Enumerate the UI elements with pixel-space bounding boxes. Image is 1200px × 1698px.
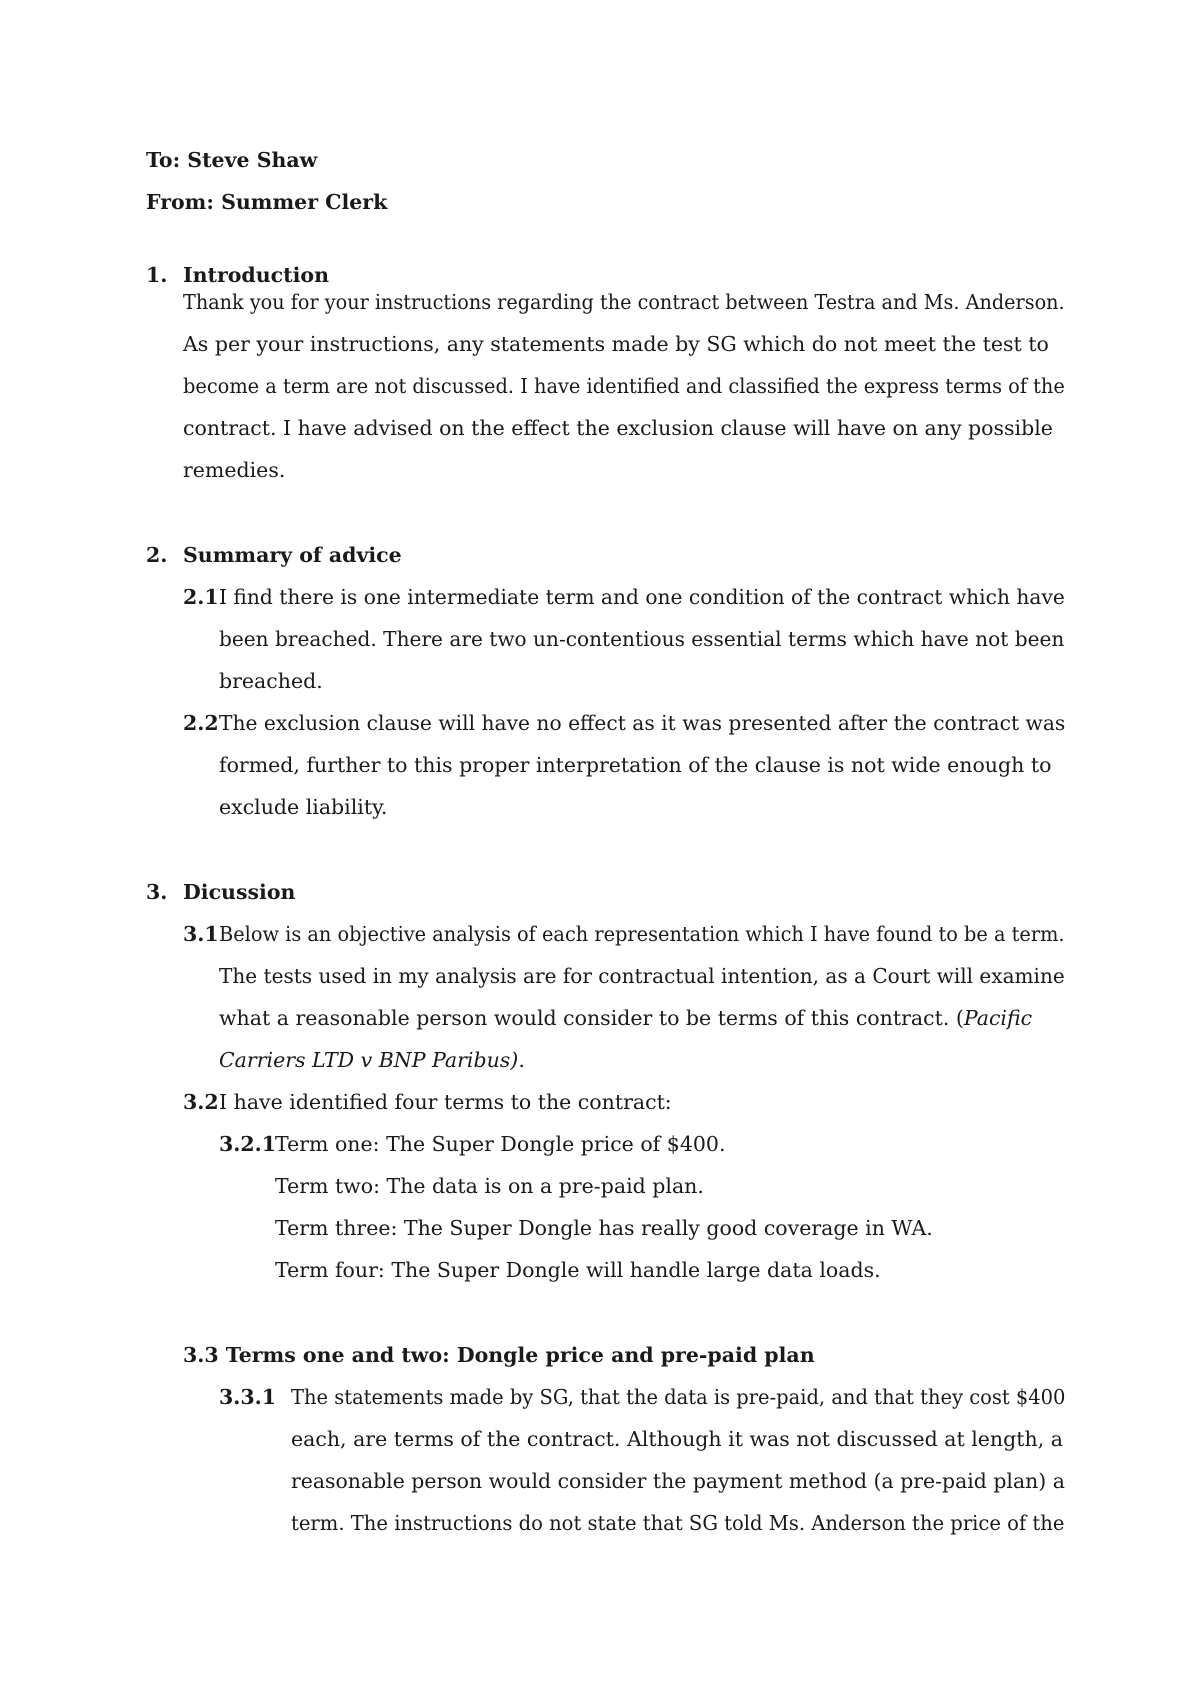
section-1-number: 1. [146, 263, 168, 287]
case-name-part-2: Carriers LTD v BNP Paribus) [219, 1048, 519, 1072]
para-3-2-number: 3.2 [183, 1090, 219, 1114]
para-3-3-1-line-1: The statements made by SG, that the data is pre-paid, and that they cost $400 [291, 1385, 1066, 1409]
para-3-1-line-3-text: what a reasonable person would consider to be terms of this contract. ( [219, 1006, 964, 1030]
para-2-1-line-3: breached. [219, 669, 323, 693]
para-3-3-1-line-3: reasonable person would consider the payment method (a pre-paid plan) a [291, 1469, 1065, 1493]
para-3-3-1-line-4: term. The instructions do not state that SG told Ms. Anderson the price of the [291, 1511, 1065, 1535]
para-3-2-text: I have identified four terms to the contract: [219, 1090, 672, 1114]
para-2-2-line-3: exclude liability. [219, 795, 388, 819]
para-2-1-number: 2.1 [183, 585, 219, 609]
para-3-1-line-4 [219, 1046, 525, 1074]
para-3-3-heading: 3.3 Terms one and two: Dongle price and pre-paid plan [183, 1343, 815, 1367]
section-3-number: 3. [146, 880, 168, 904]
para-2-1-line-1: I find there is one intermediate term and one condition of the contract which have [219, 585, 1065, 609]
term-one: Term one: The Super Dongle price of $400. [275, 1132, 726, 1156]
para-2-1-line-2: been breached. There are two un-contentious essential terms which have not been [219, 627, 1065, 651]
para-3-1-number: 3.1 [183, 922, 219, 946]
section-1-heading: Introduction [183, 263, 329, 287]
para-2-2-number: 2.2 [183, 711, 219, 735]
section-3-heading: Dicussion [183, 880, 296, 904]
intro-line-2-text: As per your instructions, any statements made by SG which do not meet the test to [183, 332, 1049, 356]
from-line: From: Summer Clerk [146, 190, 388, 214]
intro-line-4: contract. I have advised on the effect the exclusion clause will have on any possible [183, 416, 1053, 440]
para-3-2-1-number: 3.2.1 [219, 1132, 277, 1156]
para-3-1-line-2: The tests used in my analysis are for contractual intention, as a Court will examine [219, 964, 1065, 988]
intro-line-5: remedies. [183, 458, 286, 482]
para-3-3-1-number: 3.3.1 [219, 1385, 277, 1409]
para-3-1-end: . [518, 1048, 525, 1072]
intro-line-1: Thank you for your instructions regarding the contract between Testra and Ms. Anderson. [183, 290, 1065, 314]
section-2-number: 2. [146, 543, 168, 567]
intro-line-3: become a term are not discussed. I have identified and classified the express terms of the [183, 374, 1065, 398]
term-three: Term three: The Super Dongle has really good coverage in WA. [275, 1216, 933, 1240]
section-2-heading: Summary of advice [183, 543, 402, 567]
para-2-2-line-2: formed, further to this proper interpretation of the clause is not wide enough to [219, 753, 1052, 777]
term-four: Term four: The Super Dongle will handle large data loads. [275, 1258, 881, 1282]
to-line: To: Steve Shaw [146, 148, 318, 172]
para-3-3-1-line-2: each, are terms of the contract. Although it was not discussed at length, a [291, 1427, 1063, 1451]
para-3-1-line-1: Below is an objective analysis of each representation which I have found to be a term. [219, 922, 1065, 946]
term-two: Term two: The data is on a pre-paid plan. [275, 1174, 704, 1198]
case-name-part-1: Pacific [963, 1006, 1033, 1030]
para-3-1-line-3 [219, 1004, 1032, 1032]
intro-line-2 [183, 330, 1063, 358]
para-2-2-line-1: The exclusion clause will have no effect as it was presented after the contract was [219, 711, 1066, 735]
